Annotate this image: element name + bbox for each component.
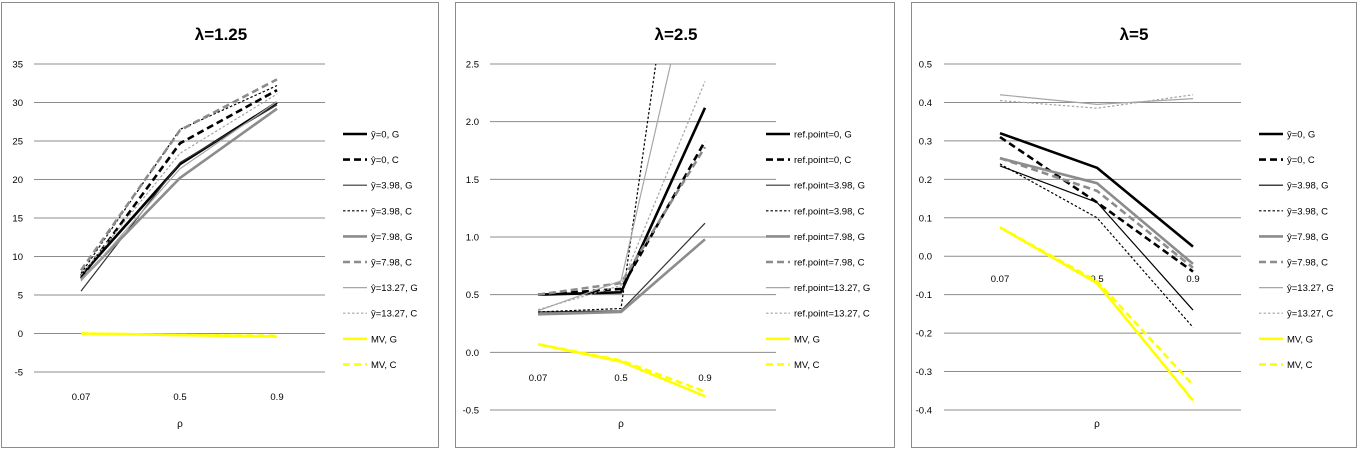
- y-tick-label: 2.5: [465, 59, 479, 71]
- y-tick-label: 0.0: [465, 347, 479, 359]
- x-tick-label: 0.5: [173, 392, 187, 403]
- series-group: [538, 0, 705, 396]
- legend-label: ŷ=7.98, G: [371, 231, 413, 243]
- y-tick-label: -0.1: [915, 290, 932, 302]
- x-tick-label: 0.9: [270, 392, 284, 403]
- legend-label: ŷ=3.98, G: [371, 180, 413, 192]
- legend-label: ŷ=0, G: [1287, 129, 1316, 141]
- x-axis-label: ρ: [618, 419, 624, 430]
- y-tick-label: -0.2: [915, 328, 932, 340]
- series-line-mv-g: [1000, 227, 1193, 400]
- series-line-ref-point-13-27-c: [538, 81, 705, 309]
- chart-panel-lambda-5: [911, 2, 1357, 448]
- x-tick-label: 0.9: [1186, 274, 1200, 285]
- legend-label: ŷ=0, C: [371, 155, 399, 167]
- chart-title: λ=1.25: [194, 25, 248, 44]
- legend-label: ref.point=3.98, G: [794, 180, 866, 192]
- legend-label: ŷ=13.27, G: [1287, 283, 1334, 295]
- legend-label: ŷ=3.98, G: [1287, 180, 1329, 192]
- legend-label: ŷ=0, G: [371, 129, 400, 141]
- y-tick-label: 20: [12, 175, 23, 186]
- y-tick-label: 0.1: [918, 213, 932, 225]
- legend-label: ŷ=0, C: [1287, 155, 1315, 167]
- legend-label: MV, G: [371, 334, 398, 346]
- chart-title: λ=2.5: [654, 25, 698, 44]
- legend-label: ref.point=3.98, C: [794, 206, 865, 218]
- series-line-0-c: [1000, 137, 1193, 272]
- legend-label: ref.point=0, G: [794, 129, 852, 141]
- series-line-7-98-g: [1000, 158, 1193, 264]
- y-tick-label: 0.4: [918, 97, 932, 109]
- chart-lambda-1-25: [2, 3, 440, 449]
- x-tick-label: 0.9: [698, 373, 712, 384]
- x-tick-label: 0.5: [614, 373, 628, 384]
- y-tick-label: 5: [17, 290, 23, 302]
- y-tick-label: 35: [12, 59, 23, 71]
- y-tick-label: 0.5: [918, 59, 932, 71]
- legend-label: ŷ=13.27, C: [371, 308, 418, 320]
- y-tick-label: -0.4: [915, 405, 932, 417]
- legend-label: ŷ=7.98, C: [371, 257, 412, 269]
- x-axis-label: ρ: [177, 419, 183, 430]
- series-line-ref-point-3-98-c: [538, 0, 705, 312]
- chart-panel-lambda-1-25: [1, 2, 439, 448]
- x-tick-label: 0.07: [71, 392, 91, 403]
- legend-label: ref.point=13.27, C: [794, 308, 870, 320]
- y-tick-label: -0.5: [462, 405, 479, 417]
- y-tick-label: 10: [12, 252, 23, 263]
- legend-label: ŷ=3.98, C: [1287, 206, 1328, 218]
- y-tick-label: -5: [14, 367, 23, 379]
- legend-label: MV, C: [371, 359, 397, 371]
- legend-label: MV, G: [1287, 334, 1314, 346]
- x-tick-label: 0.07: [990, 274, 1010, 285]
- series-line-ref-point-7-98-c: [538, 147, 705, 295]
- y-tick-label: 2.0: [465, 117, 479, 129]
- legend-label: ref.point=0, C: [794, 155, 852, 167]
- series-line-7-98-g: [81, 109, 277, 280]
- x-tick-label: 0.5: [1090, 274, 1104, 285]
- y-tick-label: 0: [17, 329, 23, 340]
- chart-panel-lambda-2-5: [455, 2, 895, 448]
- series-group: [81, 79, 277, 336]
- series-line-ref-point-3-98-g: [538, 223, 705, 312]
- x-tick-label: 0.07: [528, 373, 548, 384]
- legend-label: ref.point=13.27, G: [794, 283, 871, 295]
- y-tick-label: -0.3: [915, 367, 932, 379]
- legend-label: MV, C: [794, 359, 820, 371]
- y-tick-label: 0.3: [918, 136, 932, 148]
- legend-label: ŷ=3.98, C: [371, 206, 412, 218]
- y-tick-label: 15: [12, 213, 23, 225]
- legend-label: ref.point=7.98, G: [794, 231, 866, 243]
- y-tick-label: 25: [12, 136, 23, 148]
- legend-label: ŷ=13.27, G: [371, 283, 418, 295]
- chart-title: λ=5: [1119, 25, 1149, 44]
- series-line-ref-point-0-g: [538, 108, 705, 295]
- y-tick-label: 0.5: [465, 290, 479, 302]
- legend-label: MV, G: [794, 334, 821, 346]
- x-axis-label: ρ: [1094, 419, 1100, 430]
- y-tick-label: 0.0: [918, 251, 932, 263]
- series-line-ref-point-13-27-g: [538, 0, 705, 311]
- series-line-13-27-c: [1000, 95, 1193, 108]
- y-tick-label: 1.0: [465, 232, 479, 244]
- legend-label: ref.point=7.98, C: [794, 257, 865, 269]
- y-tick-label: 0.2: [918, 174, 932, 186]
- y-tick-label: 30: [12, 98, 23, 109]
- chart-lambda-2-5: [456, 3, 896, 449]
- chart-lambda-5: [912, 3, 1358, 449]
- legend-label: ŷ=13.27, C: [1287, 308, 1334, 320]
- y-tick-label: 1.5: [465, 174, 479, 186]
- legend-label: ŷ=7.98, G: [1287, 231, 1329, 243]
- legend-label: ŷ=7.98, C: [1287, 257, 1328, 269]
- legend-label: MV, C: [1287, 359, 1313, 371]
